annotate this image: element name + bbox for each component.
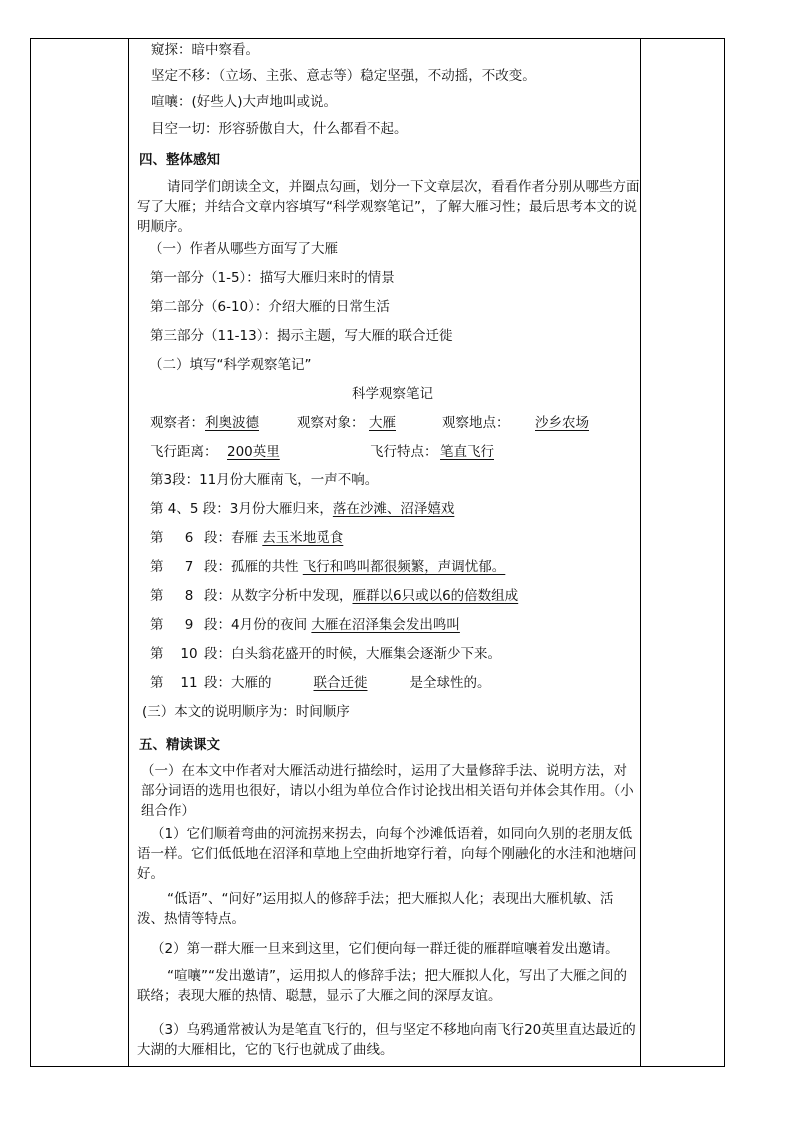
section4-intro: 请同学们朗读全文，并圈点勾画，划分一下文章层次，看看作者分别从哪些方面写了大雁；并结合文章内容填写“科学观察笔记”，了解大雁习性；最后思考本文的说明顺序。 xyxy=(137,179,640,235)
para-4-5-text: 第 4、5 段：3月份大雁归来， xyxy=(150,501,333,517)
para-10-di: 第 xyxy=(150,646,164,662)
section5-intro: （一）在本文中作者对大雁活动进行描绘时，运用了大量修辞手法、说明方法，对部分词语的选用也很好，请以小组为单位合作讨论找出相关语句并体会其作用。（小组合作） xyxy=(141,763,634,819)
para-8-note xyxy=(150,586,518,606)
para-3-note: 第3段：11月份大雁南飞，一声不响。 xyxy=(150,472,379,488)
item-1-note: “低语”、“问好”运用拟人的修辞手法；把大雁拟人化；表现出大雁机敏、活泼、热情等特点。 xyxy=(137,891,614,927)
para-9-num: 9 xyxy=(184,617,194,633)
vocab-1: 窥探：暗中察看。 xyxy=(151,42,259,58)
distance-label: 飞行距离： xyxy=(150,444,218,460)
notes-title: 科学观察笔记 xyxy=(352,386,433,402)
para-4-5-note xyxy=(150,499,454,519)
item-1: （1）它们顺着弯曲的河流拐来拐去，向每个沙滩低语着，如同向久别的老朋友低语一样。它们低低地在沼泽和草地上空曲折地穿行着，向每个刚融化的水洼和池塘问好。 xyxy=(137,826,637,882)
para-8-answer: 雁群以6只或以6的倍数组成 xyxy=(352,588,519,604)
para-7-text: 段：孤雁的共性 xyxy=(204,559,303,575)
distance-value: 200英里 xyxy=(227,444,280,460)
para-9-note xyxy=(150,615,460,635)
vocab-4: 目空一切：形容骄傲自大，什么都看不起。 xyxy=(151,121,408,137)
section4-sub2: （二）填写“科学观察笔记” xyxy=(149,357,312,373)
para-11-tail: 是全球性的。 xyxy=(409,675,491,691)
para-9-answer: 大雁在沼泽集会发出鸣叫 xyxy=(311,617,460,633)
para-9-di: 第 xyxy=(150,617,164,633)
para-6-note xyxy=(150,528,343,548)
object-value: 大雁 xyxy=(369,415,396,431)
para-10-num: 10 xyxy=(180,646,198,662)
item-3: （3）乌鸦通常被认为是笔直飞行的，但与坚定不移地向南飞行20英里直达最近的大湖的大雁相比，它的飞行也就成了曲线。 xyxy=(137,1022,636,1058)
para-6-di: 第 xyxy=(150,530,164,546)
observer-value: 利奥波德 xyxy=(205,415,259,431)
section4-sub1: （一）作者从哪些方面写了大雁 xyxy=(149,241,338,257)
part-2: 第二部分（6-10）：介绍大雁的日常生活 xyxy=(150,299,390,315)
para-6-num: 6 xyxy=(184,530,194,546)
para-8-text: 段：从数字分析中发现， xyxy=(204,588,353,604)
para-11-di: 第 xyxy=(150,675,164,691)
vocab-2: 坚定不移：（立场、主张、意志等）稳定坚强，不动摇，不改变。 xyxy=(151,68,536,84)
section5-heading: 五、精读课文 xyxy=(139,737,220,753)
column-divider-left xyxy=(128,39,129,1066)
para-11-note xyxy=(150,673,491,693)
object-label: 观察对象： xyxy=(297,415,365,431)
para-10-note xyxy=(150,644,501,664)
para-4-5-answer: 落在沙滩、沼泽嬉戏 xyxy=(332,501,455,517)
item-2-note: “喧嚷”“发出邀请”，运用拟人的修辞手法；把大雁拟人化，写出了大雁之间的联络；表现大雁的热情、聪慧，显示了大雁之间的深厚友谊。 xyxy=(137,968,627,1004)
para-11-text: 段：大雁的 xyxy=(204,675,272,691)
vocab-3: 喧嚷：(好些人)大声地叫或说。 xyxy=(151,94,338,110)
para-9-text: 段：4月份的夜间 xyxy=(204,617,312,633)
observer-label: 观察者： xyxy=(150,415,204,431)
para-8-di: 第 xyxy=(150,588,164,604)
lesson-table xyxy=(30,38,725,1067)
para-7-di: 第 xyxy=(150,559,164,575)
section4-sub3: (三）本文的说明顺序为：时间顺序 xyxy=(142,704,350,720)
para-7-num: 7 xyxy=(184,559,194,575)
para-10-text: 段：白头翁花盛开的时候，大雁集会逐渐少下来。 xyxy=(204,646,501,662)
para-11-answer: 联合迁徙 xyxy=(313,675,368,691)
para-6-answer: 去玉米地觅食 xyxy=(262,530,344,546)
part-3: 第三部分（11-13）：揭示主题，写大雁的联合迁徙 xyxy=(150,328,453,344)
part-1: 第一部分（1-5）：描写大雁归来时的情景 xyxy=(150,270,395,286)
feature-label: 飞行特点： xyxy=(370,444,438,460)
section4-heading: 四、整体感知 xyxy=(139,152,220,168)
para-11-num: 11 xyxy=(180,675,198,691)
item-2: （2）第一群大雁一旦来到这里，它们便向每一群迁徙的雁群喧嚷着发出邀请。 xyxy=(151,941,619,957)
place-label: 观察地点： xyxy=(442,415,510,431)
para-6-text: 段：春雁 xyxy=(204,530,263,546)
para-7-answer: 飞行和鸣叫都很频繁，声调忧郁。 xyxy=(302,559,506,575)
place-value: 沙乡农场 xyxy=(535,415,589,431)
column-divider-right xyxy=(640,39,641,1066)
para-7-note xyxy=(150,557,505,577)
feature-value: 笔直飞行 xyxy=(440,444,494,460)
para-8-num: 8 xyxy=(184,588,194,604)
